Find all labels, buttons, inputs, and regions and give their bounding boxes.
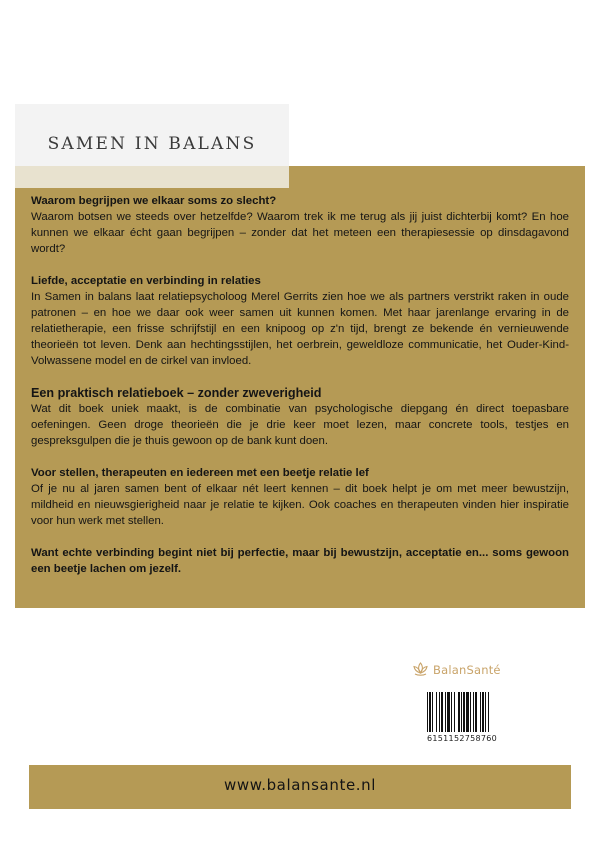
section-2	[31, 385, 569, 449]
intro-heading: Waarom begrijpen we elkaar soms zo slecht?	[31, 195, 277, 207]
barcode	[427, 692, 515, 732]
barcode-bar	[432, 692, 433, 732]
barcode-bar	[488, 692, 489, 732]
section-3	[31, 465, 569, 529]
barcode-number: 6151152758760	[427, 734, 498, 743]
barcode-bar	[470, 692, 471, 732]
intro-body: Waarom botsen we steeds over hetzelfde? Waarom trek ik me terug als jij juist dichterbij komt? En hoe kunnen we elkaar écht gaan begrijpen – zonder dat het meteen een therapiesessie op dinsdagavond wordt?	[31, 211, 569, 255]
barcode-bar	[451, 692, 452, 732]
barcode-bar	[454, 692, 455, 732]
section-1-heading: Liefde, acceptatie en verbinding in relaties	[31, 275, 261, 287]
barcode-bar	[429, 692, 431, 732]
blurb	[31, 193, 569, 577]
barcode-bar	[427, 692, 428, 732]
book-title: SAMEN IN BALANS	[47, 134, 257, 154]
barcode-bar	[480, 692, 481, 732]
barcode-bar	[441, 692, 443, 732]
barcode-bar	[447, 692, 450, 732]
intro-block	[31, 193, 569, 257]
closing-line: Want echte verbinding begint niet bij perfectie, maar bij bewustzijn, acceptatie en... soms gewoon een beetje lachen om jezelf.	[31, 547, 569, 575]
title-strip	[15, 166, 289, 188]
barcode-bar	[482, 692, 484, 732]
website-url: www.balansante.nl	[223, 776, 377, 794]
section-1-body: In Samen in balans laat relatiepsycholoog Merel Gerrits zien hoe we als partners verstrikt raken in oude patronen – en hoe we daar ook weer samen uit kunnen komen. Met haar jarenlange ervaring in de relatietherapie, een frisse schrijfstijl en een knipoog op z'n tijd, brengt ze bekende én vernieuwende theorieën tot leven. Denk aan hechtingsstijlen, het oerbrein, geweldloze communicatie, het Ouder-Kind-Volwassene model en de cirkel van invloed.	[31, 291, 569, 367]
barcode-bar	[461, 692, 462, 732]
barcode-bar	[445, 692, 446, 732]
section-2-body: Wat dit boek uniek maakt, is de combinatie van psychologische diepgang én direct toepasbare oefeningen. Geen droge theorieën die je drie keer moet lezen, maar concrete tools, testjes en gespreksgulpen die je thuis gewoon op de bank kunt doen.	[31, 403, 569, 447]
section-1	[31, 273, 569, 369]
barcode-bar	[485, 692, 486, 732]
barcode-bar	[439, 692, 440, 732]
barcode-bar	[463, 692, 465, 732]
section-3-heading: Voor stellen, therapeuten en iedereen met een beetje relatie lef	[31, 467, 369, 479]
barcode-bar	[475, 692, 477, 732]
barcode-bar	[458, 692, 460, 732]
barcode-bar	[436, 692, 437, 732]
barcode-bar	[473, 692, 474, 732]
barcode-bar	[466, 692, 469, 732]
section-2-heading: Een praktisch relatieboek – zonder zweverigheid	[31, 386, 322, 400]
lotus-icon	[412, 662, 429, 677]
publisher-logo	[412, 662, 501, 677]
section-3-body: Of je nu al jaren samen bent of elkaar nét leert kennen – dit boek helpt je om met meer bewustzijn, mildheid en nieuwsgierigheid naar je relatie te kijken. Ook coaches en therapeuten vinden hier inspiratie voor hun werk met stellen.	[31, 483, 569, 527]
publisher-name: BalanSanté	[433, 662, 501, 677]
